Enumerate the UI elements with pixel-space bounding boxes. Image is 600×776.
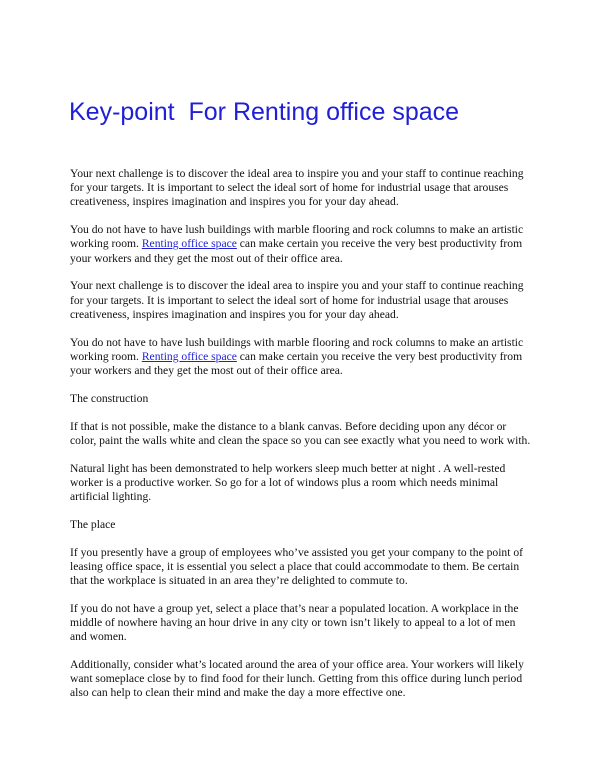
paragraph: Natural light has been demonstrated to help workers sleep much better at night . A well-rested worker is a productive worker. So go for a lot of windows plus a room which needs minimal artificial lighting. bbox=[70, 461, 506, 504]
section-heading-place: The place bbox=[70, 517, 116, 531]
paragraph: Additionally, consider what’s located around the area of your office area. Your workers will likely want someplace close by to find food for their lunch. Getting from this office during lunch period also can help to clean their mind and make the day a more effective one. bbox=[70, 658, 524, 700]
page-title: Key-point For Renting office space bbox=[69, 98, 460, 126]
renting-office-space-link[interactable]: Renting office space bbox=[141, 237, 237, 251]
paragraph: Your next challenge is to discover the ideal area to inspire you and your staff to continue reaching for your targets. It is important to select the ideal sort of home for industrial usage that arouses creativeness, inspires imagination and inspires you for your day ahead. bbox=[70, 279, 524, 321]
paragraph-text: can make certain you receive the very best productivity from your workers and they get the most out of their office area. bbox=[70, 237, 523, 265]
paragraph: Your next challenge is to discover the ideal area to inspire you and your staff to continue reaching for your targets. It is important to select the ideal sort of home for industrial usage that arouses creativeness, inspires imagination and inspires you for your day ahead. bbox=[70, 167, 524, 209]
paragraph-text: You do not have to have lush buildings with marble flooring and rock columns to make an artistic working room. bbox=[70, 335, 524, 363]
paragraph: If you do not have a group yet, select a place that’s near a populated location. A workplace in the middle of nowhere having an hour drive in any city or town isn’t likely to appeal to a lot of men and women. bbox=[70, 601, 519, 644]
paragraph-text: can make certain you receive the very best productivity from your workers and they get the most out of their office area. bbox=[70, 349, 523, 378]
paragraph-text: You do not have to have lush buildings with marble flooring and rock columns to make an artistic working room. bbox=[70, 223, 524, 251]
section-heading-construction: The construction bbox=[70, 391, 149, 405]
renting-office-space-link[interactable]: Renting office space bbox=[141, 349, 237, 363]
paragraph bbox=[70, 223, 532, 266]
document-body bbox=[70, 167, 532, 714]
paragraph: If you presently have a group of employees who’ve assisted you get your company to the point of leasing office space, it is essential you select a place that could accommodate to them. Be certain that the workplace is situated in an area they’re delighted to commute to. bbox=[70, 545, 524, 588]
paragraph: If that is not possible, make the distance to a blank canvas. Before deciding upon any décor or color, paint the walls white and clean the space so you can see exactly what you need to work with. bbox=[70, 419, 531, 447]
paragraph bbox=[70, 336, 532, 379]
